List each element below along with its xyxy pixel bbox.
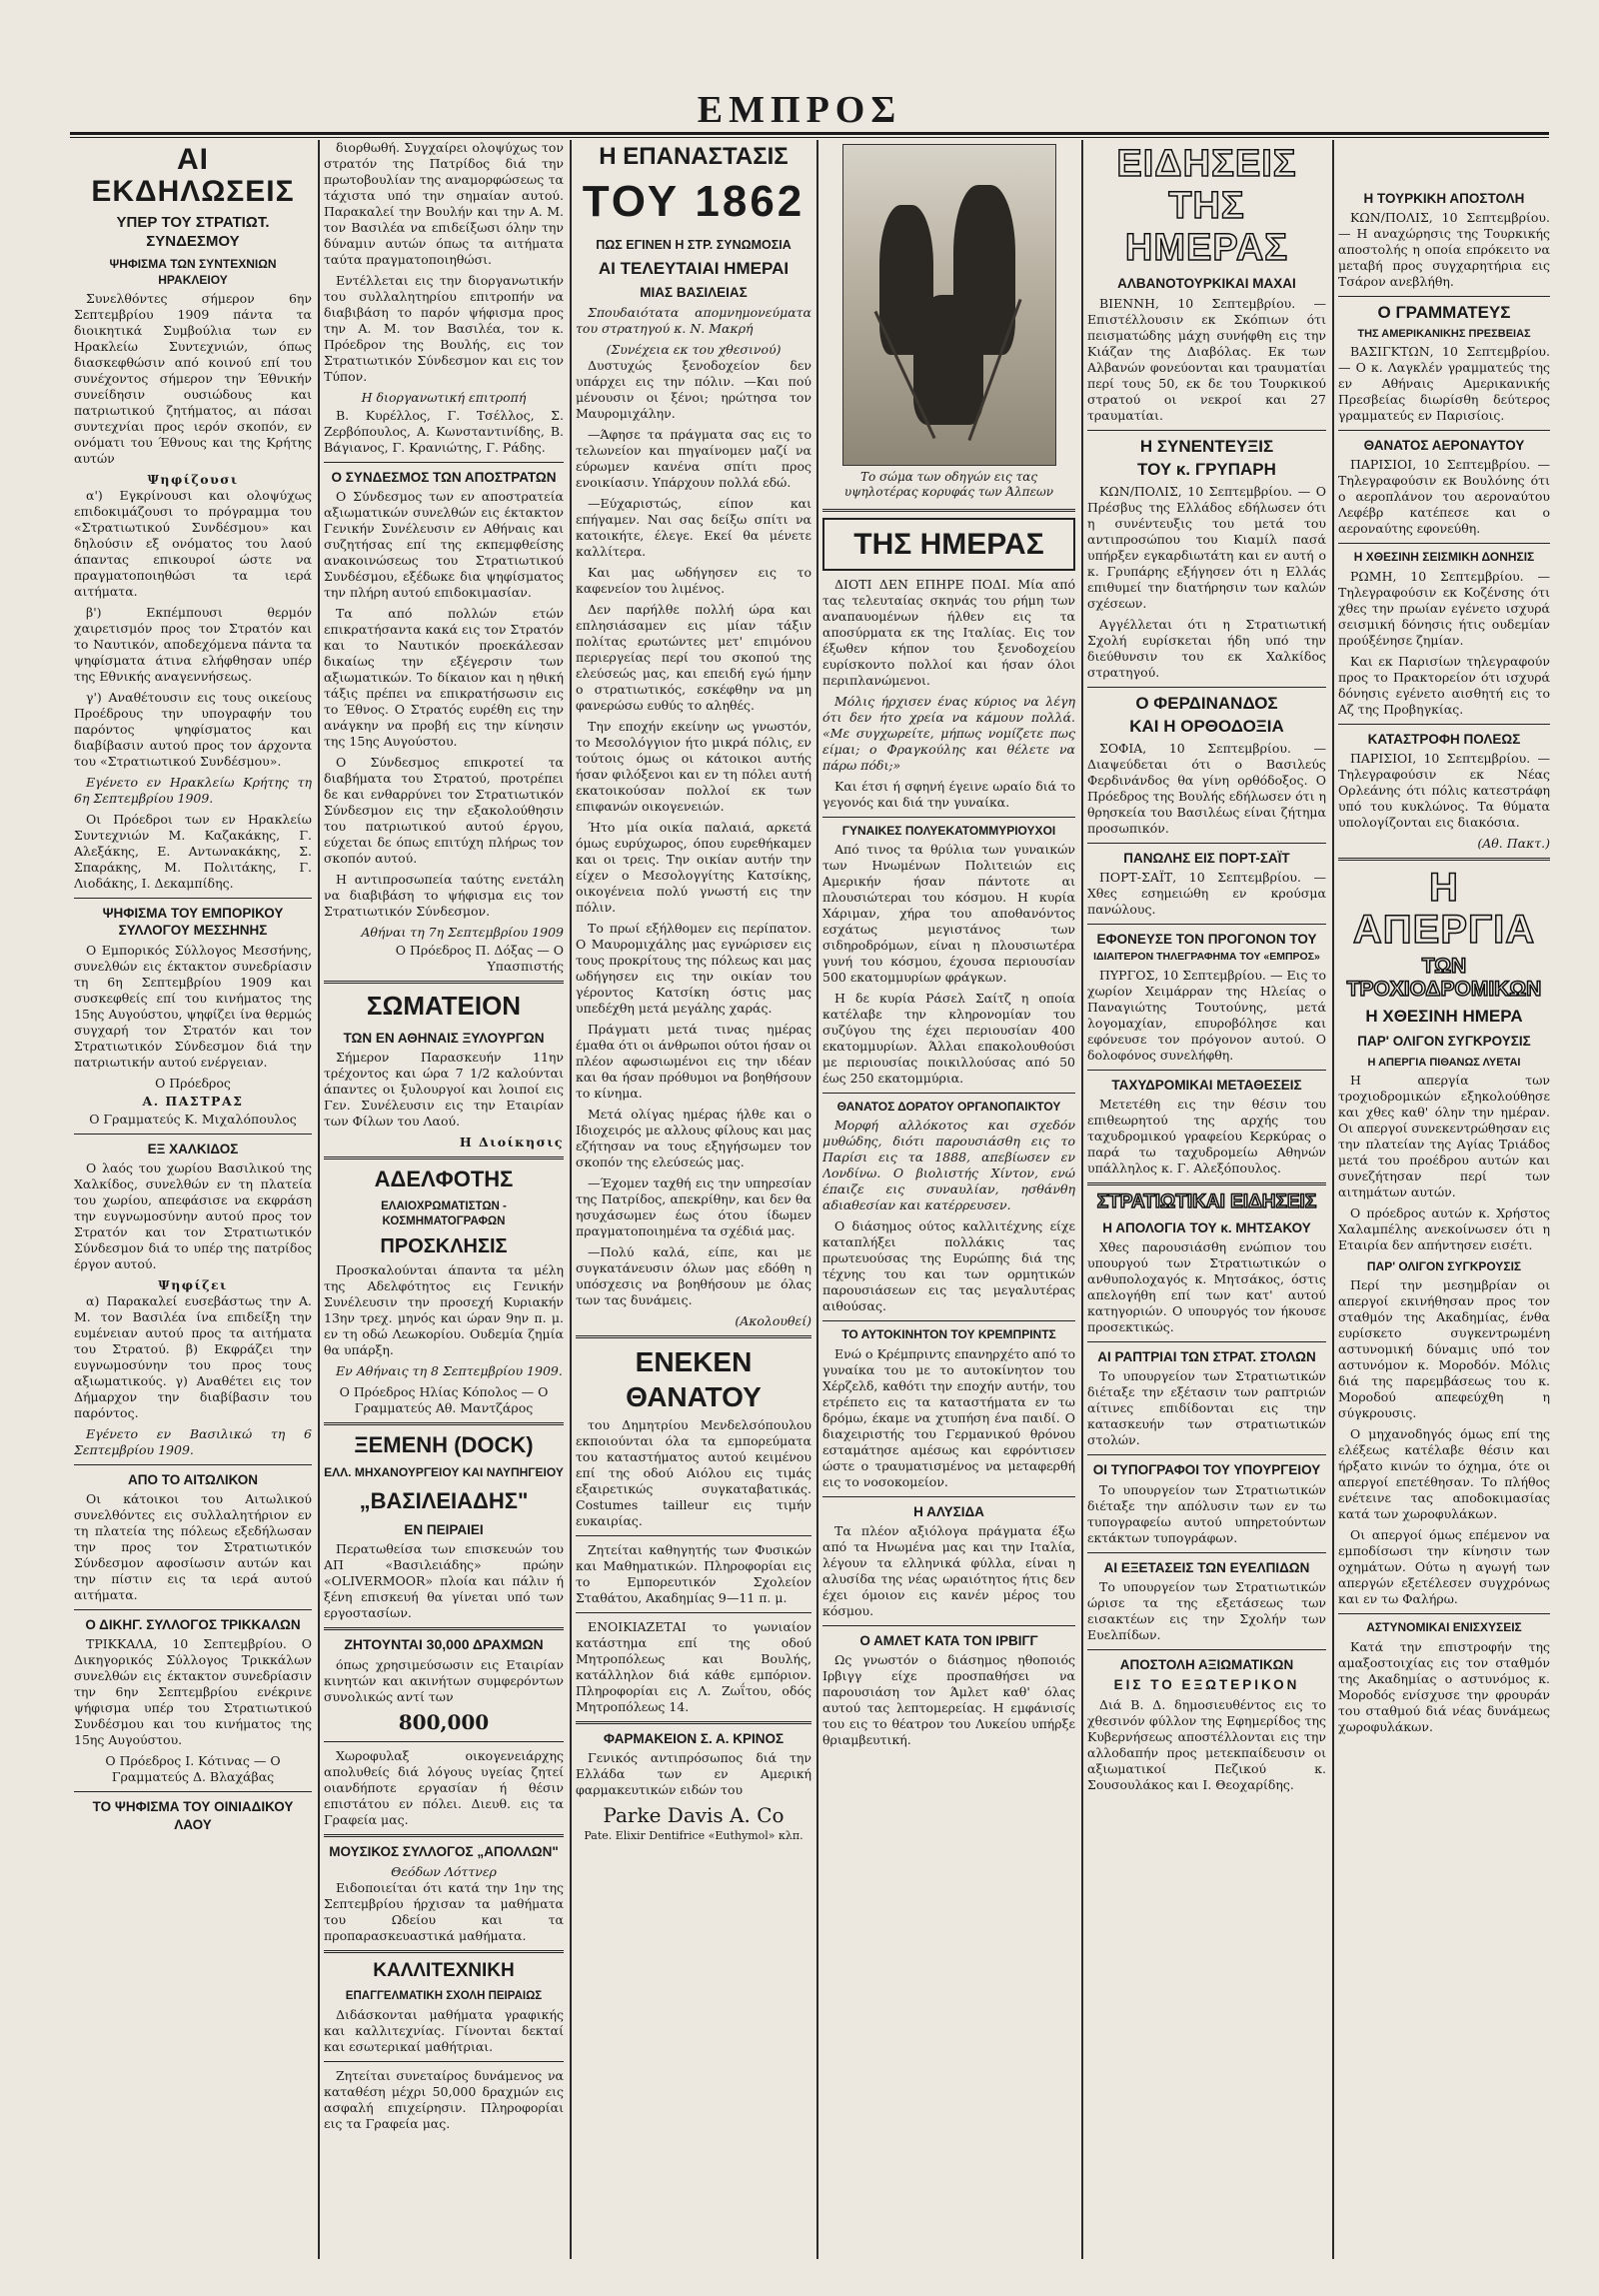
divider xyxy=(1338,858,1550,861)
article-paragraph: Τα πλέον αξιόλογα πράγματα έξω από τα Ηνωμένα μας και την Ιταλία, λέγουν τα ελληνικά φύλλα, είναι η αλυσίδα της νέας ωραιότητος ήτις δεν έχει όμοιον εις κανέν μέρος του κόσμου. xyxy=(822,1523,1075,1619)
divider xyxy=(324,981,564,984)
dateline: Εγένετο εν Βασιλικώ τη 6 Σεπτεμβρίου 1909. xyxy=(74,1425,312,1457)
article-paragraph: Ο Εμπορικός Σύλλογος Μεσσήνης, συνελθών εις έκτακτον συνεδρίασιν τη 6η Σεπτεμβρίου 1909 και συσκεφθείς επί του κινήματος της 15ης Αυγούστου, ψηφίζει ίνα θερμώς συγχαρή τον Στρατόν και τον Στρατιωτικόν Σύνδεσμον διά την πατριωτικήν αυτού ενέργειαν. xyxy=(74,942,312,1070)
ad-company-name: „ΒΑΣΙΛΕΙΑΔΗΣ" xyxy=(359,1487,529,1513)
masthead: ΕΜΠΡΟΣ xyxy=(697,89,902,131)
divider xyxy=(1338,543,1550,544)
masthead-rule xyxy=(70,132,1549,135)
section-title: ΠΑΝΩΛΗΣ ΕΙΣ ΠΟΡΤ-ΣΑΪΤ xyxy=(1123,850,1290,866)
divider xyxy=(324,1834,564,1837)
section-title: ΟΙ ΤΥΠΟΓΡΑΦΟΙ ΤΟΥ ΥΠΟΥΡΓΕΙΟΥ xyxy=(1092,1462,1321,1478)
subheadline: ΠΑΡ' ΟΛΙΓΟΝ ΣΥΓΚΡΟΥΣΙΣ xyxy=(1357,1033,1531,1049)
column-divider xyxy=(1081,140,1083,2259)
ad-text: Περατωθείσα των επισκευών του ΑΠ «Βασιλειάδης» πρώην «OLIVERMOOR» πλοία και πάλιν ή ξένη επισκευή θα γίνεται υπό των εργοστασίων. xyxy=(324,1540,564,1620)
section-title: ΓΥΝΑΙΚΕΣ ΠΟΛΥΕΚΑΤΟΜΜΥΡΙΟΥΧΟΙ xyxy=(841,823,1056,838)
divider xyxy=(74,898,312,899)
signatories: Ο Πρόεδρος Ι. Κότινας — Ο Γραμματεύς Δ. Βλαχάβας xyxy=(105,1753,281,1785)
headline-apergia: Η ΑΠΕΡΓΙΑ xyxy=(1352,865,1536,952)
signatories: Οι Πρόεδροι των εν Ηρακλείω Συντεχνιών Μ. Καζακάκης, Γ. Αλεξάκης, Ε. Αντωνακάκης, Σ. Σπαράκης, Μ. Πολιτάκης, Γ. Λιοδάκης, Ι. Δεκαμπίδης. xyxy=(74,812,312,892)
headline-epanastasis: Η ΕΠΑΝΑΣΤΑΣΙΣ xyxy=(599,143,789,170)
ad-subtitle: ΕΛΛ. ΜΗΧΑΝΟΥΡΓΕΙΟΥ ΚΑΙ ΝΑΥΠΗΓΕΙΟΥ xyxy=(324,1465,564,1480)
ad-text: όπως χρησιμεύσωσιν εις Εταιρίαν κινητών και ακινήτων συμφερόντων συνολικώς αντί των xyxy=(324,1656,564,1704)
article-paragraph: —Πολύ καλά, είπε, και με συγκατάνευσιν όλων μας εδόθη η υπόσχεσις να βοηθήσουν με όλας των τας δυνάμεις. xyxy=(576,1243,811,1307)
article-paragraph: γ') Αναθέτουσιν εις τους οικείους Προέδρους την υπογραφήν του παρόντος ψηφίσματος και διαβίβασιν αυτού προς τον άρχοντα του «Στρατιωτικού Συνδέσμου». xyxy=(74,690,312,770)
continuation-note: (Συνέχεια εκ του χθεσινού) xyxy=(606,341,782,357)
article-paragraph: Και έτσι ή σφηνή έγεινε ωραίο διά το γεγονός και διά την γυναίκα. xyxy=(822,778,1075,810)
divider xyxy=(1087,687,1326,688)
article-paragraph: Πράγματι μετά τινας ημέρας έμαθα ότι οι άνθρωποι ούτοι ήσαν οι πλέον αφωσιωμένοι εις την ιδέαν και θα ήσαν πρόθυμοι να βοηθήσουν το κίνημα. xyxy=(576,1021,811,1101)
divider xyxy=(324,1156,564,1159)
headline-eidiseis: ΕΙΔΗΣΕΙΣ ΤΗΣ ΗΜΕΡΑΣ xyxy=(1116,143,1297,269)
ad-title: ΚΑΛΛΙΤΕΧΝΙΚΗ xyxy=(373,1959,515,1981)
section-title: ΕΦΟΝΕΥΣΕ ΤΟΝ ΠΡΟΓΟΝΟΝ ΤΟΥ xyxy=(1096,932,1317,948)
ad-title: ΦΑΡΜΑΚΕΙΟΝ Σ. Α. ΚΡΙΝΟΣ xyxy=(603,1731,785,1747)
divider xyxy=(1087,1182,1326,1185)
column-6 xyxy=(1338,140,1550,2259)
guide-figure xyxy=(913,295,983,425)
article-paragraph: Ο μηχανοδηγός όμως επί της ελέξεως κατέλαβε θέσιν και ήρξατο κινών το όχημα, ότε οι απεργοί επετέθησαν. Το πλήθος ενέτεινε τας αποδοκιμασίας κατά των χωροφυλάκων. xyxy=(1338,1426,1550,1522)
section-title: ΑΠΟΣΤΟΛΗ ΑΞΙΩΜΑΤΙΚΩΝ xyxy=(1119,1656,1294,1672)
divider xyxy=(1338,724,1550,725)
section-title: ΠΑΡ' ΟΛΙΓΟΝ ΣΥΓΚΡΟΥΣΙΣ xyxy=(1366,1258,1522,1273)
section-title: Η ΤΟΥΡΚΙΚΗ ΑΠΟΣΤΟΛΗ xyxy=(1363,191,1525,206)
article-paragraph: ΒΙΕΝΝΗ, 10 Σεπτεμβρίου. — Επιστέλλουσιν εκ Σκόπιων ότι πεισματώδης μάχη συνήφθη εις την Κιάζαν της Διαβόλας. Εκ των Αλβανών φονεύονται και τραυματίαι περί τους 50, εκ δε του Τουρκικού στρατού οι νεκροί και 27 τραυματίαι. xyxy=(1087,295,1326,423)
divider xyxy=(74,1134,312,1135)
article-paragraph: Μορφή αλλόκοτος και σχεδόν μυθώδης, διότι παρουσιάσθη εις το Παρίσι εις τα 1888, απεβίωσεν εν Λονδίνω. Ο βιολιστής Χίντον, ενώ έπαιζε εις συναυλίαν, ησθάνθη αδιαθεσίαν και κατέρρευσεν. xyxy=(822,1118,1075,1213)
section-title: Ο ΑΜΛΕΤ ΚΑΤΑ ΤΟΝ ΙΡΒΙΓΓ xyxy=(859,1633,1038,1649)
article-paragraph: Το υπουργείον των Στρατιωτικών διέταξε την εξέτασιν των ραπτριών αίτινες επιδίδονται εις την κατασκευήν των στρατιωτικών στολών. xyxy=(1087,1368,1326,1448)
ad-text: Ζητείται συνεταίρος δυνάμενος να καταθέση μέχρι 50,000 δραχμών εις ασφαλή επιχείρησιν. Πληροφορίαι εις τα Γραφεία μας. xyxy=(324,2067,564,2131)
continuation-note: (Ακολουθεί) xyxy=(735,1312,811,1328)
subheadline: Η ΧΘΕΣΙΝΗ ΗΜΕΡΑ xyxy=(1365,1006,1523,1026)
section-title: Ο ΣΥΝΔΕΣΜΟΣ ΤΩΝ ΑΠΟΣΤΡΑΤΩΝ xyxy=(331,470,557,485)
ad-title: ΜΟΥΣΙΚΟΣ ΣΥΛΛΟΓΟΣ „ΑΠΟΛΛΩΝ" xyxy=(329,1844,559,1860)
alpine-guides-photo xyxy=(842,144,1056,466)
masthead-rule-thin xyxy=(70,137,1549,138)
divider xyxy=(1087,1649,1326,1650)
article-paragraph: Ήτο μία οικία παλαιά, αρκετά όμως ευρύχωρος, όπου ευρεθήκαμεν και οι τρεις. Την οικίαν αυτήν την είχεν ο Μεσολογγίτης Κατσίκης, οικογένεια πολύ γνωστή εις την πόλιν. xyxy=(576,819,811,915)
divider xyxy=(576,1535,811,1536)
ad-location: ΕΝ ΠΕΙΡΑΙΕΙ xyxy=(404,1521,484,1537)
ad-title: ΞΕΜΕΝΗ (DOCK) xyxy=(354,1431,534,1457)
divider xyxy=(324,462,564,463)
subheadline: ΠΩΣ ΕΓΙΝΕΝ Η ΣΤΡ. ΣΥΝΩΜΟΣΙΑ xyxy=(596,237,792,252)
ad-title: ΖΗΤΟΥΝΤΑΙ 30,000 ΔΡΑΧΜΩΝ xyxy=(344,1635,544,1652)
article-paragraph: Ο πρόεδρος αυτών κ. Χρήστος Χαλαμπέλης ανεκοίνωσεν ότι η Εταιρία δεν απήντησεν εισέτι. xyxy=(1338,1204,1550,1252)
section-title: ΑΛΒΑΝΟΤΟΥΡΚΙΚΑΙ ΜΑΧΑΙ xyxy=(1117,276,1296,292)
headline-year: ΤΟΥ 1862 xyxy=(582,177,805,227)
divider xyxy=(1338,1613,1550,1614)
divider xyxy=(1087,1552,1326,1553)
ad-small-print: Pate. Elixir Dentifrice «Euthymol» κλπ. xyxy=(584,1829,803,1843)
article-paragraph: Την εποχήν εκείνην ως γνωστόν, το Μεσολόγγιον ήτο μικρά πόλις, εν τούτοις όμως οι κάτοικοι αυτής ήσαν φιλόξενοι και εν τη πόλει αυτή εκατοικούσαν πολλοί εκ των επιφανών οικογενειών. xyxy=(576,718,811,814)
section-title: ΤΑΧΥΔΡΟΜΙΚΑΙ ΜΕΤΑΘΕΣΕΙΣ xyxy=(1111,1077,1302,1093)
divider xyxy=(1087,1341,1326,1342)
ad-title: ΣΩΜΑΤΕΙΟΝ xyxy=(366,991,522,1022)
ad-heading: ΠΡΟΣΚΛΗΣΙΣ xyxy=(380,1235,508,1258)
article-paragraph: διορθωθή. Συγχαίρει ολοψύχως τον στρατόν της Πατρίδος διά την πρωτοβουλίαν της αναμορφώσεως τα τάχιστα υπό την σημαίαν αυτού. Παρακαλεί την Βουλήν και την Α. Μ. τον Βασιλέα να επιδείξωσι όλην την δύναμιν αυτών όπως τα αιτήματα ταύτα πραγματοποιηθώσι. xyxy=(324,140,564,267)
divider xyxy=(576,1612,811,1613)
section-subtitle: ΕΙΣ ΤΟ ΕΞΩΤΕΡΙΚΟΝ xyxy=(1113,1677,1300,1693)
ad-text: Ζητείται καθηγητής των Φυσικών και Μαθηματικών. Πληροφορίαι εις το Εμπορευτικόν Σχολείον Σταθάτου, Ακαδημίας 9—11 π. μ. xyxy=(576,1542,811,1606)
ad-text: Σήμερον Παρασκευήν 11ην τρέχοντος και ώρα 7 1/2 καλούνται άπαντες οι ξυλουργοί και λοιποί εις Γεν. Συνέλευσιν εις την Εταιρίαν των Φίλων του Λαού. xyxy=(324,1049,564,1129)
article-paragraph: Ο Σύνδεσμος επικροτεί τα διαβήματα του Στρατού, προτρέπει δε και ενθαρρύνει τον Στρατιωτικόν Σύνδεσμον εις την εξακολούθησιν του πατριωτικού αυτού έργου, εύχεται δε όπως επιτύχη πλήρως τον σκοπόν αυτού. xyxy=(324,755,564,867)
article-paragraph: Αγγέλλεται ότι η Στρατιωτική Σχολή ευρίσκεται ήδη υπό την διεύθυνσιν του εκ Χαλκίδος στρατηγού. xyxy=(1087,616,1326,680)
divider xyxy=(1087,1070,1326,1071)
ad-amount: 800,000 xyxy=(398,1709,490,1734)
article-paragraph: ΚΩΝ/ΠΟΛΙΣ, 10 Σεπτεμβρίου. — Η αναχώρησις της Τουρκικής αποστολής η οποία επρόκειτο να μεταβή προς συγχαρητήρια εις Τσάρον ανεβλήθη. xyxy=(1338,210,1550,290)
column-3 xyxy=(576,140,811,2259)
article-paragraph: Και μας ωδήγησεν εις το καφενείον του λιμένος. xyxy=(576,564,811,596)
column-divider xyxy=(570,140,572,2259)
subheadline: ΜΙΑΣ ΒΑΣΙΛΕΙΑΣ xyxy=(640,285,748,301)
ad-text: του Δημητρίου Μενδελσόπουλου εκποιούνται όλα τα εμπορεύματα του καταστήματος αυτού κειμένου επί της οδού Αιόλου εις τιμάς εξαιρετικώς συγκαταβατικάς. Costumes tailleur εις τιμήν ευκαιρίας. xyxy=(576,1417,811,1529)
column-4 xyxy=(822,140,1075,2259)
article-paragraph: Το υπουργείον των Στρατιωτικών διέταξε την απόλυσιν των εν τω τυπογραφείω αυτού υπηρετούντων εκτάκτων τυπογράφων. xyxy=(1087,1481,1326,1545)
article-paragraph: ΠΥΡΓΟΣ, 10 Σεπτεμβρίου. — Εις το χωρίον Χειμάρραν της Ηλείας ο Παναγιώτης Τουτούνης, μετά λογομαχίαν, επυροβόλησε και εφόνευσε τον πρόγονον αυτού. Ο δολοφόνος συνελήφθη. xyxy=(1087,967,1326,1063)
resolution-label: Ψηφίζει xyxy=(158,1276,228,1292)
section-title: ΤΟ ΑΥΤΟΚΙΝΗΤΟΝ ΤΟΥ ΚΡΕΜΠΡΙΝΤΣ xyxy=(841,1327,1056,1342)
article-paragraph: ΔΙΟΤΙ ΔΕΝ ΕΠΗΡΕ ΠΟΔΙ. Μία από τας τελευταίας σκηνάς του ρήμη των αναπαυομένων ήλθεν εις τα αποσύρματα εκ της Ιταλίας. Εις τον έξωθεν κήπον του ξενοδοχείου ευρίσκοντο πολλοί και ήσαν όλοι περιπλανώμενοι. xyxy=(822,576,1075,688)
article-paragraph: Και εκ Παρισίων τηλεγραφούν προς το Πρακτορείον ότι ισχυρά δόνησις εγένετο αισθητή εις το Αζ της Προβηγκίας. xyxy=(1338,653,1550,717)
divider xyxy=(822,1496,1075,1497)
divider xyxy=(1338,430,1550,431)
section-title: ΚΑΤΑΣΤΡΟΦΗ ΠΟΛΕΩΣ xyxy=(1367,731,1521,747)
column-divider xyxy=(816,140,818,2259)
article-paragraph: Η αντιπροσωπεία ταύτης ενετάλη να διαβιβάση το ψήφισμα εις τον Στρατιωτικόν Σύνδεσμον. xyxy=(324,872,564,920)
ad-signature: Ο Πρόεδρος Ηλίας Κόπολος — Ο Γραμματεύς Αθ. Μαντζάρος xyxy=(339,1383,549,1415)
signatories: Β. Κυρέλλος, Γ. Τσέλλος, Σ. Ζερβόπουλος, Α. Κωνσταντινίδης, Β. Βάγιανος, Γ. Κρανιώτης, Γ. Ράδης. xyxy=(324,408,564,455)
section-subtitle: Η ΑΠΟΛΟΓΙΑ ΤΟΥ κ. ΜΗΤΣΑΚΟΥ xyxy=(1102,1219,1311,1235)
divider xyxy=(1338,296,1550,297)
ad-text: Χωροφυλαξ οικογενειάρχης απολυθείς διά λόγους υγείας ζητεί οιανδήποτε εργασίαν ή θέσιν επιστάτου εν πόλει. Διευθ. εις τα Γραφεία μας. xyxy=(324,1748,564,1828)
signature-title: Η διοργανωτική επιτροπή xyxy=(361,390,527,405)
article-paragraph: Ο διάσημος ούτος καλλιτέχνης είχε καταπλήξει πολλάκις τας πρωτευούσας της Ευρώπης διά της τέχνης του και των ορμητικών παρουσιάσεων εις τας μεγαλυτέρας αιθούσας. xyxy=(822,1218,1075,1314)
article-paragraph: Ενώ ο Κρέμπριντς επανηρχέτο από το γυναίκα του με το αυτοκίνητον του Χέρζελδ, καθότι την εποχήν αυτήν, του ετρέπετο εις τα καταστήματα εν τω δρόμω, έκαμε να χτυπήση ένα παιδί. Ο διαχειριστής του Γερμανικού θρόνου εσταμάτησε αμέσως και εφρόντισεν ώστε ο τραυματισμένος να μεταφερθή εις το νοσοκομείον. xyxy=(822,1345,1075,1489)
article-paragraph: Η απεργία των τροχιοδρομικών εξηκολούθησε και χθες καθ' όλην την ημέραν. Οι απεργοί συνεκεντρώθησαν εις την πλατείαν της Αγίας Τριάδος μετά του προέδρου αυτών και συνεζήτησαν περί των αιτημάτων αυτών. xyxy=(1338,1072,1550,1199)
article-paragraph: Ο Σύνδεσμος των εν αποστρατεία αξιωματικών συνελθών εις έκτακτον Γενικήν Συνέλευσιν εν Αθήναις και συζητήσας επί της εκπεμφθείσης ανακοινώσεως του Στρατιωτικού Συνδέσμου, εξέδωκε δια ψηφίσματος την πλήρη αυτού επιδοκιμασίαν. xyxy=(324,489,564,601)
subheadline: Η ΑΠΕΡΓΙΑ ΠΙΘΑΝΩΣ ΛΥΕΤΑΙ xyxy=(1367,1056,1521,1069)
section-title: ΑΙ ΡΑΠΤΡΙΑΙ ΤΩΝ ΣΤΡΑΤ. ΣΤΟΛΩΝ xyxy=(1097,1349,1316,1365)
section-title: Ο ΓΡΑΜΜΑΤΕΥΣ xyxy=(1377,303,1511,323)
dateline: Εγένετο εν Ηρακλείω Κρήτης τη 6η Σεπτεμβρίου 1909. xyxy=(74,775,312,807)
photo-caption: Το σώμα των οδηγών εις τας υψηλοτέρας κορυφάς των Άλπεων xyxy=(843,470,1054,500)
divider xyxy=(74,1609,312,1610)
news-source: (Αθ. Πακτ.) xyxy=(1477,835,1550,851)
ad-brand: Parke Davis A. Co xyxy=(603,1803,785,1828)
article-paragraph: Ως γνωστόν ο διάσημος ηθοποιός Ιρβιγγ είχε προσπαθήσει να παρουσιάση τον Άμλετ καθ' όλας αυτού τας λεπτομερείας. Η εμφάνισίς του εις το θέατρον του Λυκείου υπήρξε θριαμβευτική. xyxy=(822,1652,1075,1748)
ad-subtitle: ΤΩΝ ΕΝ ΑΘΗΝΑΙΣ ΞΥΛΟΥΡΓΩΝ xyxy=(343,1030,545,1046)
article-paragraph: Μετετέθη εις την θέσιν του επιθεωρητού της αρχής του ταχυδρομικού γραφείου Κερκύρας ο παρά τω ταχυδρομείω Αθηνών υπάλληλος κ. Γ. Αλεξόπουλος. xyxy=(1087,1097,1326,1176)
article-paragraph: ΠΑΡΙΣΙΟΙ, 10 Σεπτεμβρίου. — Τηλεγραφούσιν εκ Βουλόνης ότι ο αεροπλάνον του αεροναύτου Λεφέβρ κατέπεσε και ο αεροναύτης εφονεύθη. xyxy=(1338,457,1550,537)
ad-subtitle: ΕΠΑΓΓΕΛΜΑΤΙΚΗ ΣΧΟΛΗ ΠΕΙΡΑΙΩΣ xyxy=(345,1990,543,2002)
section-title: ΑΣΤΥΝΟΜΙΚΑΙ ΕΝΙΣΧΥΣΕΙΣ xyxy=(1366,1620,1522,1635)
section-title: ΘΑΝΑΤΟΣ ΑΕΡΟΝΑΥΤΟΥ xyxy=(1363,437,1525,453)
article-paragraph: ΚΩΝ/ΠΟΛΙΣ, 10 Σεπτεμβρίου. — Ο Πρέσβυς της Ελλάδος εδήλωσεν ότι η συνέντευξις του μετά του αντιπροσώπου του Κιαμίλ πασά υπήρξεν εγκαρδιωτάτη και εν αυτή ο κ. Γρυπάρης εξήγησεν ότι η Ελλάς επιθυμεί την διατήρησιν των καλών σχέσεων. xyxy=(1087,483,1326,611)
section-title: ΤΟ ΨΗΦΙΣΜΑ ΤΟΥ ΟΙΝΙΑΔΙΚΟΥ ΛΑΟΥ xyxy=(92,1799,294,1832)
divider xyxy=(1087,924,1326,925)
section-title: Η ΧΘΕΣΙΝΗ ΣΕΙΣΜΙΚΗ ΔΟΝΗΣΙΣ xyxy=(1353,550,1535,565)
divider xyxy=(576,1721,811,1724)
article-paragraph: Μόλις ήρχισεν ένας κύριος να λέγη ότι δεν ήτο χρεία να κάμουν πολλά. «Με συγχωρείτε, μήπως νομίζετε πως είμαι; ο Φραγκούλης και θέλετε να πάρω πόδι;» xyxy=(822,693,1075,773)
headline-spacer xyxy=(1338,140,1550,184)
article-paragraph: ΡΩΜΗ, 10 Σεπτεμβρίου. — Τηλεγραφούσιν εκ Κοζένσης ότι χθες την πρωίαν εγένετο ισχυρά σεισμική δόνησις ήτις ουδεμίαν προύξένησε ζημίαν. xyxy=(1338,568,1550,648)
article-paragraph: ΣΟΦΙΑ, 10 Σεπτεμβρίου. — Διαψεύδεται ότι ο Βασιλεύς Φερδινάνδος θα γίνη ορθόδοξος. Ο Πρόεδρος της Βουλής εδήλωσεν ότι η θρησκεία του Βασιλέως είναι ζήτημα προσωπικόν. xyxy=(1087,740,1326,836)
article-paragraph: Συνελθόντες σήμερον 6ην Σεπτεμβρίου 1909 πάντα τα διοικητικά Συμβούλια των εν Ηρακλείω Συντεχνιών, όπως διασκεφθώσιν από κοινού επί του συνέχοντος σήμερον την Έθνικήν συνείδησιν ουσιώδους και πατριωτικού ζητήματος, αι πάσαι συντεχνίαι προς ιερόν σκοπόν, εν ονόματι του Έθνους και της Κρήτης αυτών xyxy=(74,291,312,467)
divider xyxy=(324,1741,564,1742)
section-title: Η ΑΛΥΣΙΔΑ xyxy=(913,1503,984,1519)
article-paragraph: ΠΟΡΤ-ΣΑΪΤ, 10 Σεπτεμβρίου. — Χθες εσημειώθη εν κρούσμα πανώλους. xyxy=(1087,870,1326,918)
article-paragraph: Μετά ολίγας ημέρας ήλθε και ο Ιδιοχειρός με αλλους φίλους και μας εζήτησαν να τους εξηγήσωμεν τον σκοπόν της ελεύσεώς μας. xyxy=(576,1106,811,1169)
article-paragraph: Κατά την επιστροφήν της αμαξοστοιχίας εις τον σταθμόν της Ακαδημίας ο αστυνόμος κ. Μοροδός ενίσχυσε την φρουράν του σταθμού διά νέας δυνάμεως χωροφυλάκων. xyxy=(1338,1638,1550,1734)
divider xyxy=(576,1335,811,1338)
column-divider xyxy=(318,140,320,2259)
article-paragraph: ΠΑΡΙΣΙΟΙ, 10 Σεπτεμβρίου. — Τηλεγραφούσιν εκ Νέας Ορλεάνης ότι πόλις κατεστράφη υπό του κυκλώνος. Τα θύματα υπολογίζονται εις διακόσια. xyxy=(1338,750,1550,830)
section-title: ΘΑΝΑΤΟΣ ΔΟΡΑΤΟΥ ΟΡΓΑΝΟΠΑΙΚΤΟΥ xyxy=(836,1100,1061,1115)
byline: Σπουδαιότατα απομνημονεύματα του στρατηγού κ. Ν. Μακρή xyxy=(576,304,811,336)
column-1 xyxy=(74,140,312,2259)
article-paragraph: ΒΑΣΙΓΚΤΩΝ, 10 Σεπτεμβρίου. — Ο κ. Λαγκλέν γραμματεύς της εν Αθήναις Αμερικανικής Πρεσβείας διωρίσθη δεύτερος γραμματεύς εν Παρισίοις. xyxy=(1338,343,1550,423)
ad-text: Διδάσκονται μαθήματα γραφικής και καλλιτεχνίας. Γίνονται δεκταί και εσωτερικαί μαθήτριαι. xyxy=(324,2006,564,2054)
section-title: ΨΗΦΙΣΜΑ ΤΟΥ ΕΜΠΟΡΙΚΟΥ ΣΥΛΛΟΓΟΥ ΜΕΣΣΗΝΗΣ xyxy=(102,906,284,939)
ad-text: Γενικός αντιπρόσωπος διά την Ελλάδα των εν Αμερική φαρμακευτικών ειδών του xyxy=(576,1750,811,1798)
article-paragraph: Από τινος τα θρύλια των γυναικών των Ηνωμένων Πολιτειών εις Αμερικήν ήσαν πάντοτε αι πλουσιώτεραι του κόσμου. Η κυρία Χάριμαν, χήρα του αποθανόντος εσχάτως μεγιστάνος των σιδηροδρόμων, είναι η πλουσιωτέρα γυνή του κόσμου, έχουσα περιουσίαν 500 εκατομμυρίων φράγκων. xyxy=(822,842,1075,986)
divider xyxy=(1087,843,1326,844)
divider xyxy=(74,1464,312,1465)
signature-name: Α. ΠΑΣΤΡΑΣ xyxy=(142,1093,244,1109)
article-paragraph: Δυστυχώς ξενοδοχείον δεν υπάρχει εις την πόλιν. —Και πού μένουσιν οι ξένοι; ηρώτησα τον Μαυρομιχάλην. xyxy=(576,357,811,421)
article-paragraph: —Άφησε τα πράγματα σας εις το τελωνείον και πηγαίνομεν μαζί να εύρωμεν κανένα σπίτι προς ενοικίασιν. Υπάρχουν πολλά εδώ. xyxy=(576,426,811,490)
section-title: Η ΣΥΝΕΝΤΕΥΞΙΣ xyxy=(1139,436,1274,456)
ad-text: ΕΝΟΙΚΙΑΖΕΤΑΙ το γωνιαίον κατάστημα επί της οδού Μητροπόλεως και Βουλής, κατάλληλον διά κάθε εμπόριον. Πληροφορίαι εις Λ. Ζωΐτου, οδός Μητροπόλεως 14. xyxy=(576,1619,811,1715)
article-paragraph: Διά Β. Δ. δημοσιευθέντος εις το χθεσινόν φύλλον της Εφημερίδος της Κυβερνήσεως αποστέλλονται εις την αλλοδαπήν προς μετεκπαίδευσιν οι αξιωματικοί Πεζικού κ. Σουσουλάκος και Ι. Θεοχαρίδης. xyxy=(1087,1696,1326,1792)
section-subtitle: ΤΗΣ ΑΜΕΡΙΚΑΝΙΚΗΣ ΠΡΕΣΒΕΙΑΣ xyxy=(1357,327,1531,340)
article-paragraph: α') Εγκρίνουσι και ολοψύχως επιδοκιμάζουσι το πρόγραμμα του «Στρατιωτικού Συνδέσμου» και δηλούσιν εξ ονόματος του λαού άπαντας επικουροί ώστε να πραγματοποιηθώσι τα ιερά αιτήματα. xyxy=(74,488,312,600)
section-header-box xyxy=(822,518,1075,571)
divider xyxy=(324,1950,564,1953)
headline-ekdiloseis: ΑΙ ΕΚΔΗΛΩΣΕΙΣ xyxy=(91,143,295,208)
section-title: ΑΠΟ ΤΟ ΑΙΤΩΛΙΚΟΝ xyxy=(128,1471,258,1487)
ad-title: ΑΔΕΛΦΟΤΗΣ xyxy=(374,1165,514,1191)
section-title: ΣΤΡΑΤΙΩΤΙΚΑΙ ΕΙΔΗΣΕΙΣ xyxy=(1096,1191,1317,1213)
divider xyxy=(1087,430,1326,431)
ad-title: ΕΝΕΚΕΝ ΘΑΝΑΤΟΥ xyxy=(626,1345,762,1413)
ad-text: Ειδοποιείται ότι κατά την 1ην της Σεπτεμβρίου ήρχισαν τα μαθήματα του Ωδείου και τα προπαρασκευαστικά μαθήματα. xyxy=(324,1879,564,1943)
divider xyxy=(324,1627,564,1630)
section-title: ΨΗΦΙΣΜΑ ΤΩΝ ΣΥΝΤΕΧΝΙΩΝ ΗΡΑΚΛΕΙΟΥ xyxy=(109,257,277,287)
article-paragraph: Το πρωί εξήλθομεν εις περίπατον. Ο Μαυρομιχάλης μας εγνώρισεν εις τους προκρίτους της πόλεως και μας ωδήγησεν εις την οικίαν του γέροντος Κατσίκη όστις μας υπεδέχθη μετά μεγάλης χαράς. xyxy=(576,920,811,1016)
article-paragraph: α) Παρακαλεί ευσεβάστως την Α. Μ. τον Βασιλέα ίνα επιδείξη την ευμένειαν αυτού προς τα αιτήματα του Στρατού. β) Εκφράζει την ευγνωμοσύνην του προς τους αξιωματικούς. γ) Αναθέτει εις τον Δήμαρχον την διαβίβασιν του παρόντος. xyxy=(74,1292,312,1420)
divider xyxy=(822,1625,1075,1626)
subheadline: ΑΙ ΤΕΛΕΥΤΑΙΑΙ ΗΜΕΡΑΙ xyxy=(598,258,790,278)
article-paragraph: —Εύχαριστώς, είπον και επήγαμεν. Ναι σας δείξω σπίτι να κατοικήτε, έλεγε. Εκεί θα μένετε καλλίτερα. xyxy=(576,495,811,559)
divider xyxy=(822,817,1075,818)
divider xyxy=(1087,1454,1326,1455)
divider xyxy=(74,1791,312,1792)
article-paragraph: ΤΡΙΚΚΑΛΑ, 10 Σεπτεμβρίου. Ο Δικηγορικός Σύλλογος Τρικκάλων συνελθών εις έκτακτον συνεδρίασιν την 6ην Σεπτεμβρίου ενέκρινε ψήφισμα υπέρ του Στρατιωτικού Συνδέσμου και του κινήματος της 15ης Αυγούστου. xyxy=(74,1636,312,1748)
divider xyxy=(324,2061,564,2062)
signatories: Ο Πρόεδρος Π. Δόξας — Ο Υπασπιστής xyxy=(395,943,564,975)
section-title: ΤΟΥ κ. ΓΡΥΠΑΡΗ xyxy=(1137,460,1276,480)
signature-secretary: Ο Γραμματεύς Κ. Μιχαλόπουλος xyxy=(89,1111,297,1127)
section-subtitle: ΙΔΙΑΙΤΕΡΟΝ ΤΗΛΕΓΡΑΦΗΜΑ ΤΟΥ «ΕΜΠΡΟΣ» xyxy=(1093,951,1320,964)
article-paragraph: Οι απεργοί όμως επέμενον να εμποδίσωσι την κίνησιν των οχημάτων. Ούτω η αγωγή των απεργών εξετέλεσεν συγχρόνως και εν τω Φαλήρω. xyxy=(1338,1527,1550,1607)
article-paragraph: β') Εκπέμπουσι θερμόν χαιρετισμόν προς τον Στρατόν και το Ναυτικόν, αποδεχόμενα πάντα τα ψηφίσματα άτινα ελήφθησαν υπέρ της Εθνικής αναγεννήσεως. xyxy=(74,605,312,685)
divider xyxy=(822,1093,1075,1094)
column-divider xyxy=(1332,140,1334,2259)
article-paragraph: Οι κάτοικοι του Αιτωλικού συνελθόντες εις συλλαλητήριον εν τη πλατεία της πόλεως εξεδήλωσαν την προς τον Στρατιωτικόν Σύνδεσμον αφοσίωσιν αυτών και την πίστιν εις τα ιερά αυτού αιτήματα. xyxy=(74,1491,312,1603)
ad-text: Προσκαλούνται άπαντα τα μέλη της Αδελφότητος εις Γενικήν Συνέλευσιν την προσεχή Κυριακήν 13ην τρεχ. μηνός και ώραν 9ην π. μ. εν τη οδώ Λεωκορίου. Ουδεμία ζημία θα υπάρξη. xyxy=(324,1261,564,1357)
column-2 xyxy=(324,140,564,2259)
section-title: ΑΙ ΕΞΕΤΑΣΕΙΣ ΤΩΝ ΕΥΕΛΠΙΔΩΝ xyxy=(1103,1559,1310,1575)
column-5 xyxy=(1087,140,1326,2259)
article-paragraph: Το υπουργείον των Στρατιωτικών ώρισε τα της εξετάσεως των εισακτέων εις την Σχολήν των Ευελπίδων. xyxy=(1087,1578,1326,1642)
section-title: ΕΞ ΧΑΛΚΙΔΟΣ xyxy=(147,1141,239,1156)
article-paragraph: Εντέλλεται εις την διοργανωτικήν του συλλαλητηρίου επιτροπήν να διαβιβάση το παρόν ψήφισμα προς την Α. Μ. τον Βασιλέα, τον κ. Πρόεδρον της Βουλής, εις τον Στρατιωτικόν Σύνδεσμον και εις τον Τύπον. xyxy=(324,273,564,384)
section-title: ΚΑΙ Η ΟΡΘΟΔΟΞΙΑ xyxy=(1129,717,1284,737)
subheadline-syndesmos: ΥΠΕΡ ΤΟΥ ΣΤΡΑΤΙΩΤ. ΣΥΝΔΕΣΜΟΥ xyxy=(116,214,270,251)
signature-title: Ο Πρόεδρος xyxy=(155,1075,231,1091)
section-title: Ο ΔΙΚΗΓ. ΣΥΛΛΟΓΟΣ ΤΡΙΚΚΑΛΩΝ xyxy=(85,1617,301,1633)
divider xyxy=(822,509,1075,512)
dateline: Εν Αθήναις τη 8 Σεπτεμβρίου 1909. xyxy=(336,1362,563,1378)
resolution-label: Ψηφίζουσι xyxy=(147,472,239,488)
divider xyxy=(822,1320,1075,1321)
divider xyxy=(324,1422,564,1425)
article-paragraph: Η δε κυρία Ράσελ Σαίτζ η οποία κατέλαβε την κληρονομίαν του συζύγου της έχει περιουσίαν 400 εκατομμυρίων. Άλλαι επακολουθούσι με περιουσίας ποικιλλούσας από 50 έως 250 εκατομμύρια. xyxy=(822,991,1075,1087)
section-title: Ο ΦΕΡΔΙΝΑΝΔΟΣ xyxy=(1135,693,1278,713)
ad-subtitle: Θεόδων Λόττνερ xyxy=(391,1863,497,1879)
ad-subtitle: ΕΛΑΙΟΧΡΩΜΑΤΙΣΤΩΝ - ΚΟΣΜΗΜΑΤΟΓΡΑΦΩΝ xyxy=(381,1199,507,1227)
article-paragraph: —Έχομεν ταχθή εις την υπηρεσίαν της Πατρίδος, απεκρίθην, και δεν θα ησυχάσωμεν έως ότου ίδωμεν πραγματοποιημένα τα σχέδιά μας. xyxy=(576,1174,811,1238)
dateline: Αθήναι τη 7η Σεπτεμβρίου 1909 xyxy=(361,925,564,941)
ad-signature: Η Διοίκησις xyxy=(459,1134,564,1149)
article-paragraph: Ο λαός του χωρίου Βασιλικού της Χαλκίδος, συνελθών εν τη πλατεία του χωρίου, απεφάσισε να εκφράση την ευγνωμοσύνην αυτού προς τον Στρατόν και τον Στρατιωτικόν Σύνδεσμον διά το υπέρ της πατρίδος έργον αυτού. xyxy=(74,1159,312,1271)
headline-trochiodromikon: ΤΩΝ ΤΡΟΧΙΟΔΡΟΜΙΚΩΝ xyxy=(1346,954,1542,1001)
article-paragraph: Χθες παρουσιάσθη ενώπιον του υπουργού των Στρατιωτικών ο ανθυπολοχαγός κ. Μητσάκος, όστις απελογήθη επί των κατ' αυτού κατηγοριών. Ο υπουργός τον ήκουσε προσεκτικώς. xyxy=(1087,1239,1326,1335)
article-paragraph: Δεν παρήλθε πολλή ώρα και επλησιάσαμεν εις μίαν τάξιν πολίτας ερωτώντες μετ' επιμόνου περιεργείας περί του σκοπού της ελεύσεώς μας, και επειδή εγώ ήμην ο στρατιωτικός, εσκέφθην να μη φανερώσω ευθύς το αληθές. xyxy=(576,601,811,713)
article-paragraph: Περί την μεσημβρίαν οι απεργοί εκινήθησαν προς τον σταθμόν της Ακαδημίας, ένθα ευρίσκετο συγκεντρωμένη αστυνομική δύναμις υπό τον αστυνόμον κ. Μοροδόν. Μόλις διά της παρεμβάσεως του κ. Μοροδού απεφεύχθη η σύγκρουσις. xyxy=(1338,1277,1550,1421)
section-header-tis-imeras: ΤΗΣ ΗΜΕΡΑΣ xyxy=(853,527,1044,561)
article-paragraph: Τα από πολλών ετών επικρατήσαντα κακά εις τον Στρατόν και το Ναυτικόν προεκάλεσαν δικαίως την εξέγερσιν των αξιωματικών. Το δίκαιον και η ηθική τάξις πρέπει να επικρατήσωσιν εις το Έθνος. Ο Στρατός ευρέθη εις την ανάγκην να προβή εις την κίνησιν της 15ης Αυγούστου. xyxy=(324,606,564,750)
